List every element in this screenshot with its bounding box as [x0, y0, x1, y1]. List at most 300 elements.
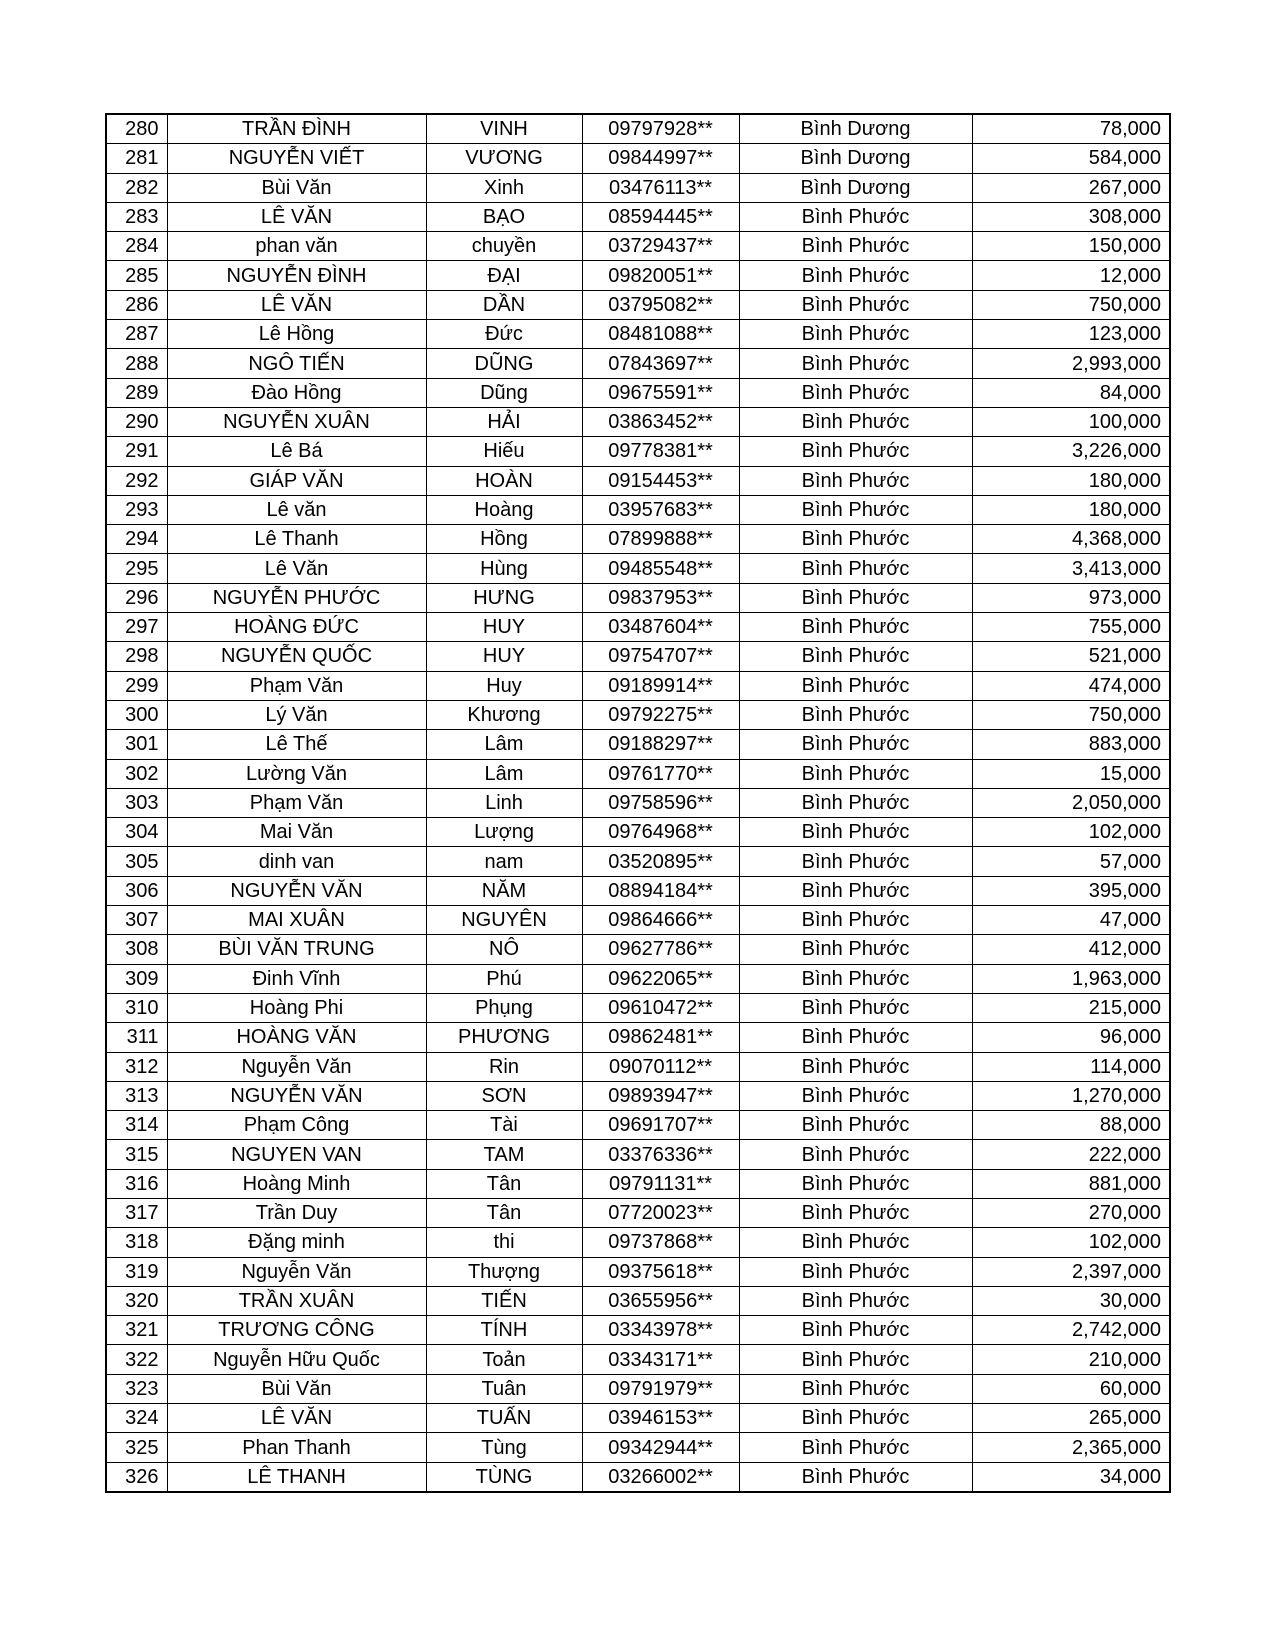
table-row: [106, 906, 1170, 935]
row-number: 313: [106, 1081, 167, 1110]
phone-cell: 09070112**: [582, 1052, 739, 1081]
surname-cell: NGUYEN VAN: [167, 1140, 426, 1169]
given-name-cell: Toản: [426, 1345, 582, 1374]
province-cell: Bình Phước: [739, 1228, 972, 1257]
phone-cell: 03795082**: [582, 290, 739, 319]
row-number: 312: [106, 1052, 167, 1081]
phone-cell: 03946153**: [582, 1404, 739, 1433]
given-name-cell: Huy: [426, 671, 582, 700]
province-cell: Bình Phước: [739, 1023, 972, 1052]
phone-cell: 07899888**: [582, 525, 739, 554]
surname-cell: Lê văn: [167, 495, 426, 524]
surname-cell: Lê Thế: [167, 730, 426, 759]
given-name-cell: nam: [426, 847, 582, 876]
table-row: [106, 202, 1170, 231]
table-row: [106, 964, 1170, 993]
surname-cell: NGUYỄN PHƯỚC: [167, 583, 426, 612]
surname-cell: Đặng minh: [167, 1228, 426, 1257]
row-number: 290: [106, 407, 167, 436]
row-number: 320: [106, 1286, 167, 1315]
phone-cell: 08481088**: [582, 320, 739, 349]
row-number: 326: [106, 1462, 167, 1492]
surname-cell: Phan Thanh: [167, 1433, 426, 1462]
phone-cell: 09627786**: [582, 935, 739, 964]
table-row: [106, 730, 1170, 759]
table-row: [106, 847, 1170, 876]
amount-cell: 395,000: [972, 876, 1170, 905]
phone-cell: 09622065**: [582, 964, 739, 993]
table-row: [106, 466, 1170, 495]
row-number: 281: [106, 144, 167, 173]
province-cell: Bình Phước: [739, 964, 972, 993]
amount-cell: 150,000: [972, 232, 1170, 261]
given-name-cell: TÙNG: [426, 1462, 582, 1492]
table-row: [106, 788, 1170, 817]
phone-cell: 03520895**: [582, 847, 739, 876]
province-cell: Bình Phước: [739, 847, 972, 876]
province-cell: Bình Phước: [739, 993, 972, 1022]
surname-cell: Lê Văn: [167, 554, 426, 583]
province-cell: Bình Phước: [739, 349, 972, 378]
table-row: [106, 642, 1170, 671]
given-name-cell: HƯNG: [426, 583, 582, 612]
province-cell: Bình Phước: [739, 759, 972, 788]
amount-cell: 12,000: [972, 261, 1170, 290]
row-number: 297: [106, 613, 167, 642]
amount-cell: 1,270,000: [972, 1081, 1170, 1110]
given-name-cell: Lâm: [426, 730, 582, 759]
given-name-cell: Lâm: [426, 759, 582, 788]
province-cell: Bình Dương: [739, 114, 972, 144]
row-number: 291: [106, 437, 167, 466]
surname-cell: Lê Bá: [167, 437, 426, 466]
row-number: 293: [106, 495, 167, 524]
given-name-cell: Tuân: [426, 1374, 582, 1403]
row-number: 324: [106, 1404, 167, 1433]
amount-cell: 883,000: [972, 730, 1170, 759]
row-number: 295: [106, 554, 167, 583]
table-row: [106, 876, 1170, 905]
surname-cell: BÙI VĂN TRUNG: [167, 935, 426, 964]
amount-cell: 755,000: [972, 613, 1170, 642]
amount-cell: 881,000: [972, 1169, 1170, 1198]
row-number: 285: [106, 261, 167, 290]
phone-cell: 09154453**: [582, 466, 739, 495]
given-name-cell: Dũng: [426, 378, 582, 407]
row-number: 325: [106, 1433, 167, 1462]
table-row: [106, 1345, 1170, 1374]
table-row: [106, 261, 1170, 290]
donor-table: [105, 113, 1171, 1493]
row-number: 280: [106, 114, 167, 144]
row-number: 299: [106, 671, 167, 700]
amount-cell: 267,000: [972, 173, 1170, 202]
phone-cell: 03729437**: [582, 232, 739, 261]
row-number: 307: [106, 906, 167, 935]
surname-cell: LÊ VĂN: [167, 202, 426, 231]
surname-cell: Đào Hồng: [167, 378, 426, 407]
surname-cell: NGUYỄN VIẾT: [167, 144, 426, 173]
phone-cell: 03376336**: [582, 1140, 739, 1169]
table-row: [106, 495, 1170, 524]
province-cell: Bình Phước: [739, 730, 972, 759]
given-name-cell: TIẾN: [426, 1286, 582, 1315]
province-cell: Bình Phước: [739, 202, 972, 231]
given-name-cell: Hoàng: [426, 495, 582, 524]
given-name-cell: HOÀN: [426, 466, 582, 495]
surname-cell: GIÁP VĂN: [167, 466, 426, 495]
phone-cell: 03655956**: [582, 1286, 739, 1315]
table-row: [106, 583, 1170, 612]
province-cell: Bình Phước: [739, 525, 972, 554]
table-body: [106, 114, 1170, 1492]
phone-cell: 09791131**: [582, 1169, 739, 1198]
amount-cell: 15,000: [972, 759, 1170, 788]
phone-cell: 09764968**: [582, 818, 739, 847]
province-cell: Bình Phước: [739, 554, 972, 583]
row-number: 296: [106, 583, 167, 612]
amount-cell: 102,000: [972, 1228, 1170, 1257]
province-cell: Bình Phước: [739, 583, 972, 612]
surname-cell: Mai Văn: [167, 818, 426, 847]
row-number: 283: [106, 202, 167, 231]
given-name-cell: BẠO: [426, 202, 582, 231]
given-name-cell: thi: [426, 1228, 582, 1257]
amount-cell: 308,000: [972, 202, 1170, 231]
amount-cell: 2,397,000: [972, 1257, 1170, 1286]
province-cell: Bình Phước: [739, 1111, 972, 1140]
phone-cell: 09893947**: [582, 1081, 739, 1110]
row-number: 305: [106, 847, 167, 876]
phone-cell: 09862481**: [582, 1023, 739, 1052]
amount-cell: 100,000: [972, 407, 1170, 436]
province-cell: Bình Phước: [739, 613, 972, 642]
phone-cell: 09754707**: [582, 642, 739, 671]
row-number: 318: [106, 1228, 167, 1257]
table-row: [106, 349, 1170, 378]
row-number: 311: [106, 1023, 167, 1052]
province-cell: Bình Phước: [739, 290, 972, 319]
row-number: 303: [106, 788, 167, 817]
given-name-cell: Rin: [426, 1052, 582, 1081]
given-name-cell: Linh: [426, 788, 582, 817]
amount-cell: 584,000: [972, 144, 1170, 173]
surname-cell: dinh van: [167, 847, 426, 876]
row-number: 323: [106, 1374, 167, 1403]
given-name-cell: Tùng: [426, 1433, 582, 1462]
surname-cell: MAI XUÂN: [167, 906, 426, 935]
amount-cell: 222,000: [972, 1140, 1170, 1169]
phone-cell: 09485548**: [582, 554, 739, 583]
phone-cell: 03487604**: [582, 613, 739, 642]
surname-cell: LÊ VĂN: [167, 1404, 426, 1433]
amount-cell: 180,000: [972, 466, 1170, 495]
province-cell: Bình Phước: [739, 320, 972, 349]
amount-cell: 750,000: [972, 700, 1170, 729]
province-cell: Bình Phước: [739, 466, 972, 495]
phone-cell: 09691707**: [582, 1111, 739, 1140]
given-name-cell: VƯƠNG: [426, 144, 582, 173]
province-cell: Bình Phước: [739, 261, 972, 290]
surname-cell: NGUYỄN XUÂN: [167, 407, 426, 436]
given-name-cell: DŨNG: [426, 349, 582, 378]
amount-cell: 78,000: [972, 114, 1170, 144]
table-row: [106, 1374, 1170, 1403]
row-number: 315: [106, 1140, 167, 1169]
phone-cell: 08594445**: [582, 202, 739, 231]
table-row: [106, 437, 1170, 466]
table-row: [106, 935, 1170, 964]
phone-cell: 09837953**: [582, 583, 739, 612]
phone-cell: 09737868**: [582, 1228, 739, 1257]
given-name-cell: Phú: [426, 964, 582, 993]
surname-cell: Hoàng Phi: [167, 993, 426, 1022]
phone-cell: 03476113**: [582, 173, 739, 202]
phone-cell: 09844997**: [582, 144, 739, 173]
row-number: 319: [106, 1257, 167, 1286]
row-number: 286: [106, 290, 167, 319]
table-row: [106, 1286, 1170, 1315]
given-name-cell: Hiếu: [426, 437, 582, 466]
table-row: [106, 114, 1170, 144]
province-cell: Bình Phước: [739, 407, 972, 436]
phone-cell: 07720023**: [582, 1198, 739, 1227]
phone-cell: 07843697**: [582, 349, 739, 378]
given-name-cell: Hùng: [426, 554, 582, 583]
province-cell: Bình Phước: [739, 437, 972, 466]
table-row: [106, 320, 1170, 349]
phone-cell: 09778381**: [582, 437, 739, 466]
row-number: 317: [106, 1198, 167, 1227]
given-name-cell: HẢI: [426, 407, 582, 436]
amount-cell: 180,000: [972, 495, 1170, 524]
phone-cell: 09791979**: [582, 1374, 739, 1403]
given-name-cell: VINH: [426, 114, 582, 144]
province-cell: Bình Phước: [739, 671, 972, 700]
amount-cell: 474,000: [972, 671, 1170, 700]
table-row: [106, 378, 1170, 407]
given-name-cell: TÍNH: [426, 1316, 582, 1345]
amount-cell: 34,000: [972, 1462, 1170, 1492]
row-number: 304: [106, 818, 167, 847]
surname-cell: NGÔ TIẾN: [167, 349, 426, 378]
row-number: 292: [106, 466, 167, 495]
surname-cell: Bùi Văn: [167, 173, 426, 202]
province-cell: Bình Phước: [739, 1316, 972, 1345]
surname-cell: LÊ VĂN: [167, 290, 426, 319]
given-name-cell: PHƯƠNG: [426, 1023, 582, 1052]
surname-cell: NGUYỄN VĂN: [167, 1081, 426, 1110]
row-number: 282: [106, 173, 167, 202]
given-name-cell: Tân: [426, 1169, 582, 1198]
table-row: [106, 1462, 1170, 1492]
surname-cell: Nguyễn Văn: [167, 1257, 426, 1286]
amount-cell: 2,993,000: [972, 349, 1170, 378]
row-number: 309: [106, 964, 167, 993]
phone-cell: 03863452**: [582, 407, 739, 436]
table-row: [106, 1257, 1170, 1286]
province-cell: Bình Phước: [739, 906, 972, 935]
amount-cell: 3,413,000: [972, 554, 1170, 583]
phone-cell: 09189914**: [582, 671, 739, 700]
province-cell: Bình Phước: [739, 1433, 972, 1462]
surname-cell: TRƯƠNG CÔNG: [167, 1316, 426, 1345]
phone-cell: 09188297**: [582, 730, 739, 759]
province-cell: Bình Phước: [739, 818, 972, 847]
surname-cell: phan văn: [167, 232, 426, 261]
province-cell: Bình Phước: [739, 1462, 972, 1492]
table-row: [106, 1169, 1170, 1198]
surname-cell: NGUYỄN ĐÌNH: [167, 261, 426, 290]
given-name-cell: NGUYÊN: [426, 906, 582, 935]
amount-cell: 102,000: [972, 818, 1170, 847]
surname-cell: NGUYỄN QUỐC: [167, 642, 426, 671]
province-cell: Bình Dương: [739, 173, 972, 202]
surname-cell: Nguyễn Hữu Quốc: [167, 1345, 426, 1374]
surname-cell: NGUYỄN VĂN: [167, 876, 426, 905]
given-name-cell: NÔ: [426, 935, 582, 964]
province-cell: Bình Dương: [739, 144, 972, 173]
row-number: 314: [106, 1111, 167, 1140]
table-row: [106, 1316, 1170, 1345]
phone-cell: 09820051**: [582, 261, 739, 290]
table-row: [106, 993, 1170, 1022]
province-cell: Bình Phước: [739, 700, 972, 729]
surname-cell: HOÀNG ĐỨC: [167, 613, 426, 642]
row-number: 302: [106, 759, 167, 788]
province-cell: Bình Phước: [739, 1052, 972, 1081]
table-row: [106, 173, 1170, 202]
given-name-cell: DẦN: [426, 290, 582, 319]
table-row: [106, 700, 1170, 729]
given-name-cell: Đức: [426, 320, 582, 349]
table-row: [106, 407, 1170, 436]
surname-cell: Lường Văn: [167, 759, 426, 788]
row-number: 316: [106, 1169, 167, 1198]
amount-cell: 88,000: [972, 1111, 1170, 1140]
surname-cell: Lê Thanh: [167, 525, 426, 554]
given-name-cell: TUẤN: [426, 1404, 582, 1433]
surname-cell: Nguyễn Văn: [167, 1052, 426, 1081]
province-cell: Bình Phước: [739, 642, 972, 671]
table-row: [106, 144, 1170, 173]
amount-cell: 750,000: [972, 290, 1170, 319]
table-row: [106, 759, 1170, 788]
given-name-cell: Xinh: [426, 173, 582, 202]
amount-cell: 114,000: [972, 1052, 1170, 1081]
surname-cell: TRẦN XUÂN: [167, 1286, 426, 1315]
given-name-cell: TAM: [426, 1140, 582, 1169]
table-row: [106, 1052, 1170, 1081]
table-row: [106, 1081, 1170, 1110]
surname-cell: HOÀNG VĂN: [167, 1023, 426, 1052]
province-cell: Bình Phước: [739, 378, 972, 407]
province-cell: Bình Phước: [739, 1345, 972, 1374]
province-cell: Bình Phước: [739, 1257, 972, 1286]
table-row: [106, 1228, 1170, 1257]
row-number: 310: [106, 993, 167, 1022]
amount-cell: 4,368,000: [972, 525, 1170, 554]
table-row: [106, 1198, 1170, 1227]
table-row: [106, 1433, 1170, 1462]
amount-cell: 210,000: [972, 1345, 1170, 1374]
phone-cell: 03957683**: [582, 495, 739, 524]
phone-cell: 09610472**: [582, 993, 739, 1022]
phone-cell: 09342944**: [582, 1433, 739, 1462]
province-cell: Bình Phước: [739, 788, 972, 817]
row-number: 321: [106, 1316, 167, 1345]
given-name-cell: Phụng: [426, 993, 582, 1022]
row-number: 287: [106, 320, 167, 349]
amount-cell: 2,365,000: [972, 1433, 1170, 1462]
table-row: [106, 290, 1170, 319]
province-cell: Bình Phước: [739, 876, 972, 905]
row-number: 301: [106, 730, 167, 759]
amount-cell: 96,000: [972, 1023, 1170, 1052]
province-cell: Bình Phước: [739, 1081, 972, 1110]
table-row: [106, 1111, 1170, 1140]
table-row: [106, 613, 1170, 642]
table-row: [106, 671, 1170, 700]
amount-cell: 3,226,000: [972, 437, 1170, 466]
amount-cell: 57,000: [972, 847, 1170, 876]
row-number: 288: [106, 349, 167, 378]
given-name-cell: Thượng: [426, 1257, 582, 1286]
surname-cell: Lý Văn: [167, 700, 426, 729]
province-cell: Bình Phước: [739, 1374, 972, 1403]
row-number: 289: [106, 378, 167, 407]
given-name-cell: Hồng: [426, 525, 582, 554]
row-number: 300: [106, 700, 167, 729]
surname-cell: Đinh Vĩnh: [167, 964, 426, 993]
amount-cell: 47,000: [972, 906, 1170, 935]
table-row: [106, 1023, 1170, 1052]
given-name-cell: ĐẠI: [426, 261, 582, 290]
table-row: [106, 554, 1170, 583]
surname-cell: LÊ THANH: [167, 1462, 426, 1492]
table-row: [106, 818, 1170, 847]
phone-cell: 03266002**: [582, 1462, 739, 1492]
given-name-cell: Khương: [426, 700, 582, 729]
amount-cell: 1,963,000: [972, 964, 1170, 993]
province-cell: Bình Phước: [739, 495, 972, 524]
amount-cell: 123,000: [972, 320, 1170, 349]
amount-cell: 60,000: [972, 1374, 1170, 1403]
phone-cell: 03343171**: [582, 1345, 739, 1374]
phone-cell: 09675591**: [582, 378, 739, 407]
row-number: 306: [106, 876, 167, 905]
phone-cell: 03343978**: [582, 1316, 739, 1345]
given-name-cell: HUY: [426, 613, 582, 642]
province-cell: Bình Phước: [739, 1140, 972, 1169]
amount-cell: 30,000: [972, 1286, 1170, 1315]
amount-cell: 973,000: [972, 583, 1170, 612]
phone-cell: 09375618**: [582, 1257, 739, 1286]
surname-cell: Phạm Văn: [167, 671, 426, 700]
surname-cell: Trần Duy: [167, 1198, 426, 1227]
surname-cell: Phạm Công: [167, 1111, 426, 1140]
phone-cell: 09758596**: [582, 788, 739, 817]
surname-cell: Lê Hồng: [167, 320, 426, 349]
phone-cell: 09792275**: [582, 700, 739, 729]
surname-cell: Hoàng Minh: [167, 1169, 426, 1198]
surname-cell: Bùi Văn: [167, 1374, 426, 1403]
amount-cell: 270,000: [972, 1198, 1170, 1227]
table-row: [106, 1404, 1170, 1433]
province-cell: Bình Phước: [739, 1198, 972, 1227]
given-name-cell: NĂM: [426, 876, 582, 905]
row-number: 308: [106, 935, 167, 964]
